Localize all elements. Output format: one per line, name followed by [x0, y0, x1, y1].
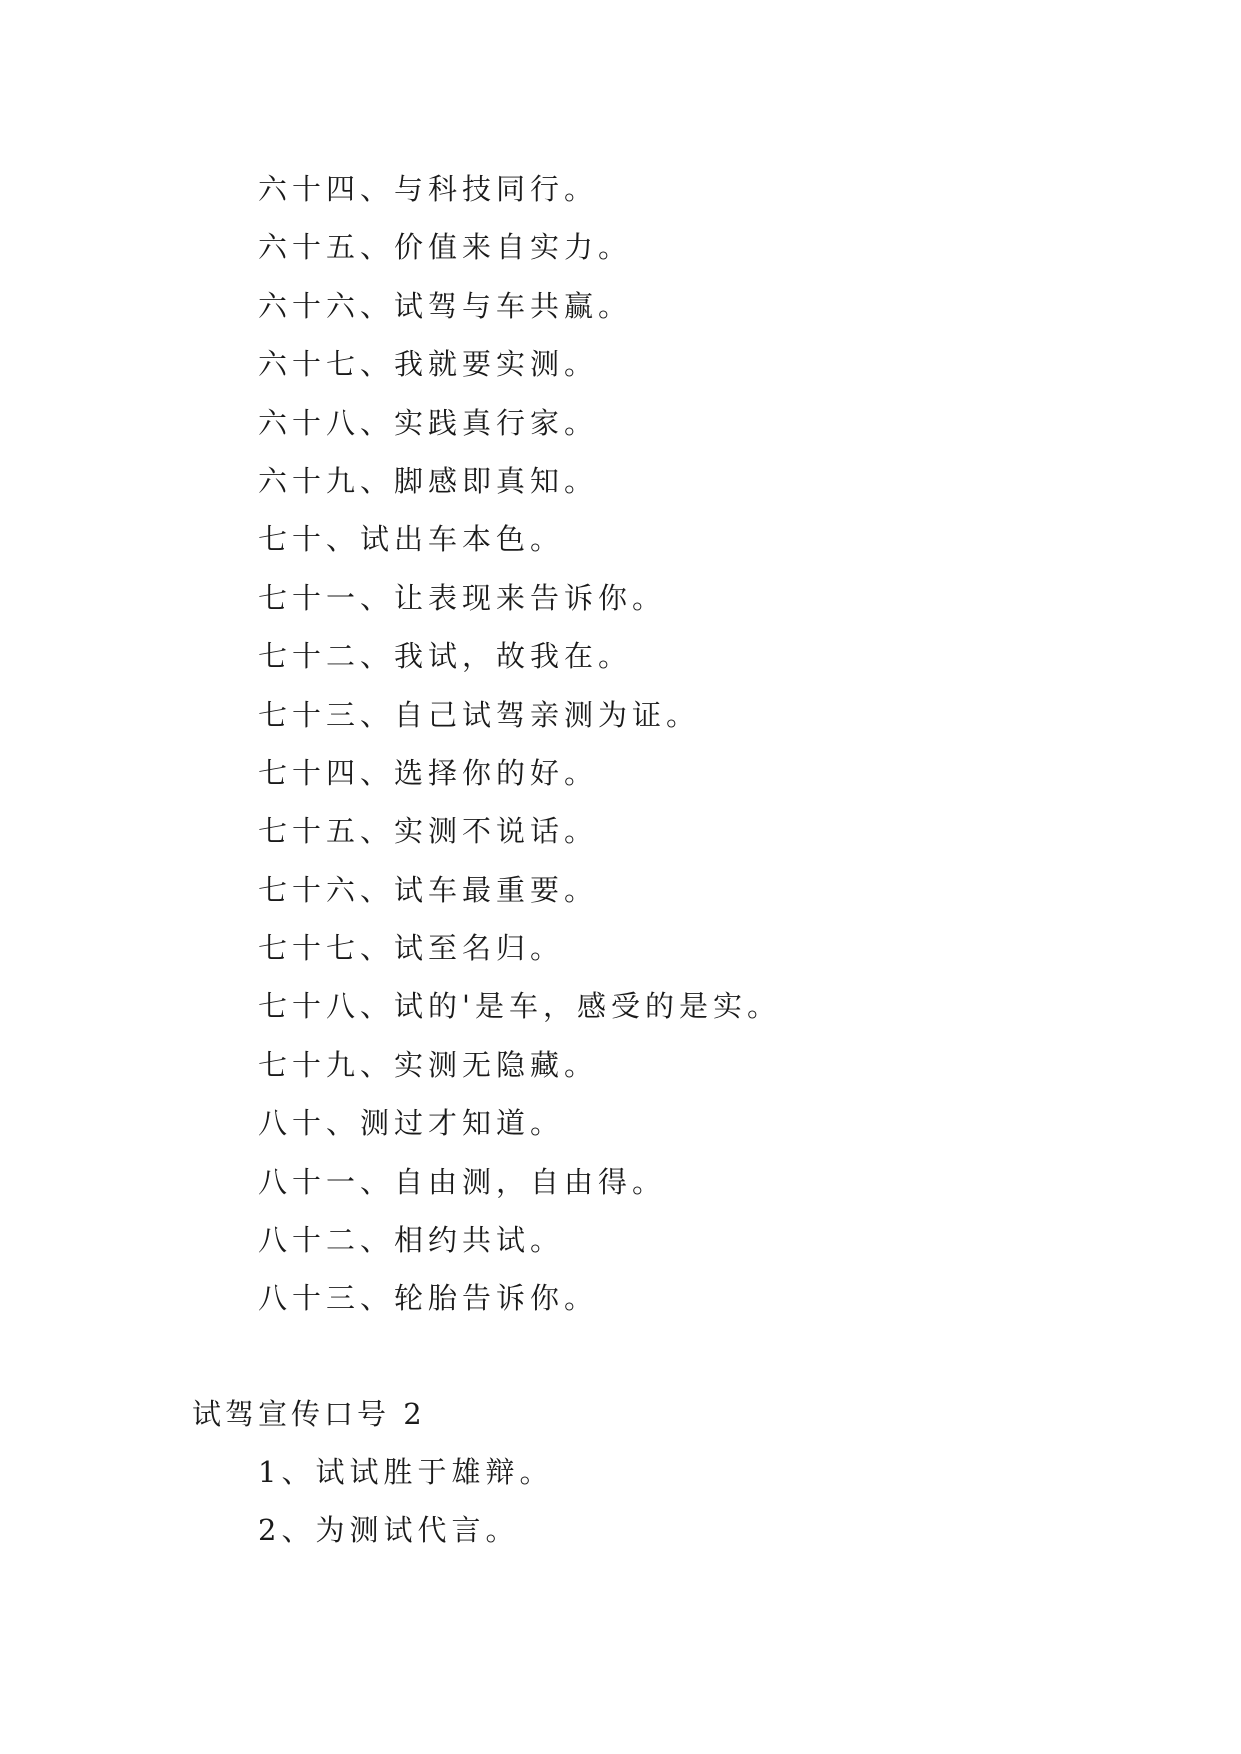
- section-heading: 试驾宣传口号 2: [192, 1397, 426, 1431]
- list-item: 七十九、实测无隐藏。: [258, 1047, 599, 1082]
- list-item: 六十九、脚感即真知。: [258, 463, 599, 498]
- list-item: 八十一、自由测，自由得。: [258, 1164, 667, 1199]
- list-item: 六十七、我就要实测。: [258, 347, 599, 382]
- list-item: 七十四、选择你的好。: [258, 755, 599, 790]
- list-item: 1、试试胜于雄辩。: [258, 1455, 554, 1489]
- list-item: 2、为测试代言。: [258, 1513, 520, 1548]
- list-item: 七十七、试至名归。: [258, 931, 565, 966]
- list-item: 六十四、与科技同行。: [258, 172, 599, 206]
- list-item: 七十、试出车本色。: [258, 522, 565, 557]
- list-item: 六十八、实践真行家。: [258, 405, 599, 440]
- list-item: 八十、测过才知道。: [258, 1106, 565, 1141]
- list-item: 七十五、实测不说话。: [258, 814, 599, 849]
- slogan-list: [258, 160, 781, 1328]
- list-item: 七十八、试的'是车，感受的是实。: [258, 989, 781, 1024]
- list-item: 七十二、我试，故我在。: [258, 639, 633, 674]
- list-item: 七十三、自己试驾亲测为证。: [258, 697, 701, 732]
- list-item: 八十三、轮胎告诉你。: [258, 1281, 599, 1316]
- slogan-list-2: [258, 1443, 553, 1560]
- list-item: 六十五、价值来自实力。: [258, 230, 633, 265]
- list-item: 七十一、让表现来告诉你。: [258, 580, 667, 615]
- list-item: 七十六、试车最重要。: [258, 872, 599, 907]
- list-item: 六十六、试驾与车共赢。: [258, 288, 633, 323]
- list-item: 八十二、相约共试。: [258, 1223, 565, 1258]
